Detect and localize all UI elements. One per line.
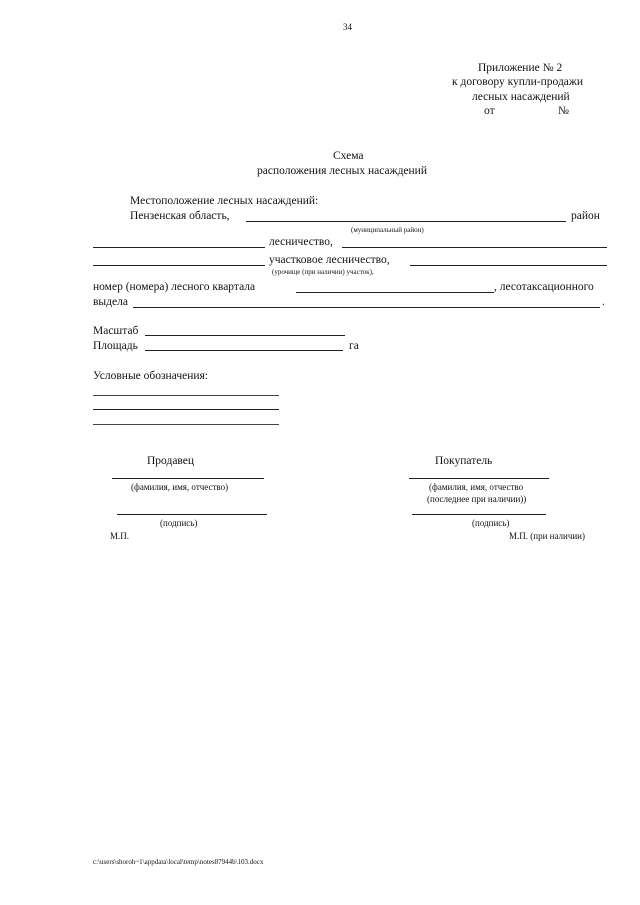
buyer-title: Покупатель <box>435 455 493 467</box>
region-label: Пензенская область, <box>130 210 230 222</box>
district-suffix: район <box>571 210 600 222</box>
area-unit: га <box>349 340 359 352</box>
area-field-line <box>145 350 343 351</box>
appendix-line-1: Приложение № 2 <box>478 62 563 74</box>
sub-forestry-label: участковое лесничество, <box>269 254 390 266</box>
title-line-2: расположения лесных насаждений <box>257 165 427 177</box>
quarter-label: номер (номера) лесного квартала <box>93 281 256 293</box>
taxation-label: , лесотаксационного <box>494 281 594 293</box>
scale-label: Масштаб <box>93 325 139 337</box>
page-number: 34 <box>343 22 352 32</box>
allotment-field-line <box>133 307 600 308</box>
legend-line-1 <box>93 395 279 396</box>
forestry-extra-line <box>342 247 607 248</box>
appendix-line-2: к договору купли-продажи <box>452 76 583 88</box>
tract-field-line <box>410 265 607 266</box>
legend-line-3 <box>93 424 279 425</box>
district-hint: (муниципальный район) <box>351 226 424 234</box>
seller-signature-line <box>117 514 267 515</box>
buyer-name-hint-1: (фамилия, имя, отчество <box>429 482 524 492</box>
legend-label: Условные обозначения: <box>93 370 209 382</box>
appendix-line-3: лесных насаждений <box>472 91 570 103</box>
legend-line-2 <box>93 409 279 410</box>
seller-stamp: М.П. <box>110 531 130 541</box>
seller-name-hint: (фамилия, имя, отчество) <box>131 482 229 492</box>
location-heading: Местоположение лесных насаждений: <box>130 195 319 207</box>
buyer-signature-line <box>412 514 546 515</box>
allotment-end: . <box>602 296 605 308</box>
buyer-stamp: М.П. (при наличии) <box>509 531 585 541</box>
buyer-signature-hint: (подпись) <box>472 518 510 528</box>
title-line-1: Схема <box>333 150 364 162</box>
district-field-line <box>246 221 566 222</box>
appendix-number-label: № <box>558 105 569 117</box>
scale-field-line <box>145 335 345 336</box>
forestry-label: лесничество, <box>269 236 333 248</box>
buyer-name-hint-2: (последнее при наличии)) <box>427 494 527 504</box>
tract-hint: (урочище (при наличии) участок), <box>272 268 374 276</box>
quarter-field-line <box>296 292 494 293</box>
footer-file-path: c:\users\shoroh~1\appdata\local\temp\notes87944b\103.docx <box>93 858 264 866</box>
area-label: Площадь <box>93 340 138 352</box>
seller-name-line <box>112 478 264 479</box>
appendix-from-label: от <box>484 105 495 117</box>
allotment-label: выдела <box>93 296 128 308</box>
buyer-name-line <box>409 478 549 479</box>
seller-signature-hint: (подпись) <box>160 518 198 528</box>
forestry-field-line <box>93 247 265 248</box>
sub-forestry-field-line <box>93 265 265 266</box>
seller-title: Продавец <box>147 455 195 467</box>
